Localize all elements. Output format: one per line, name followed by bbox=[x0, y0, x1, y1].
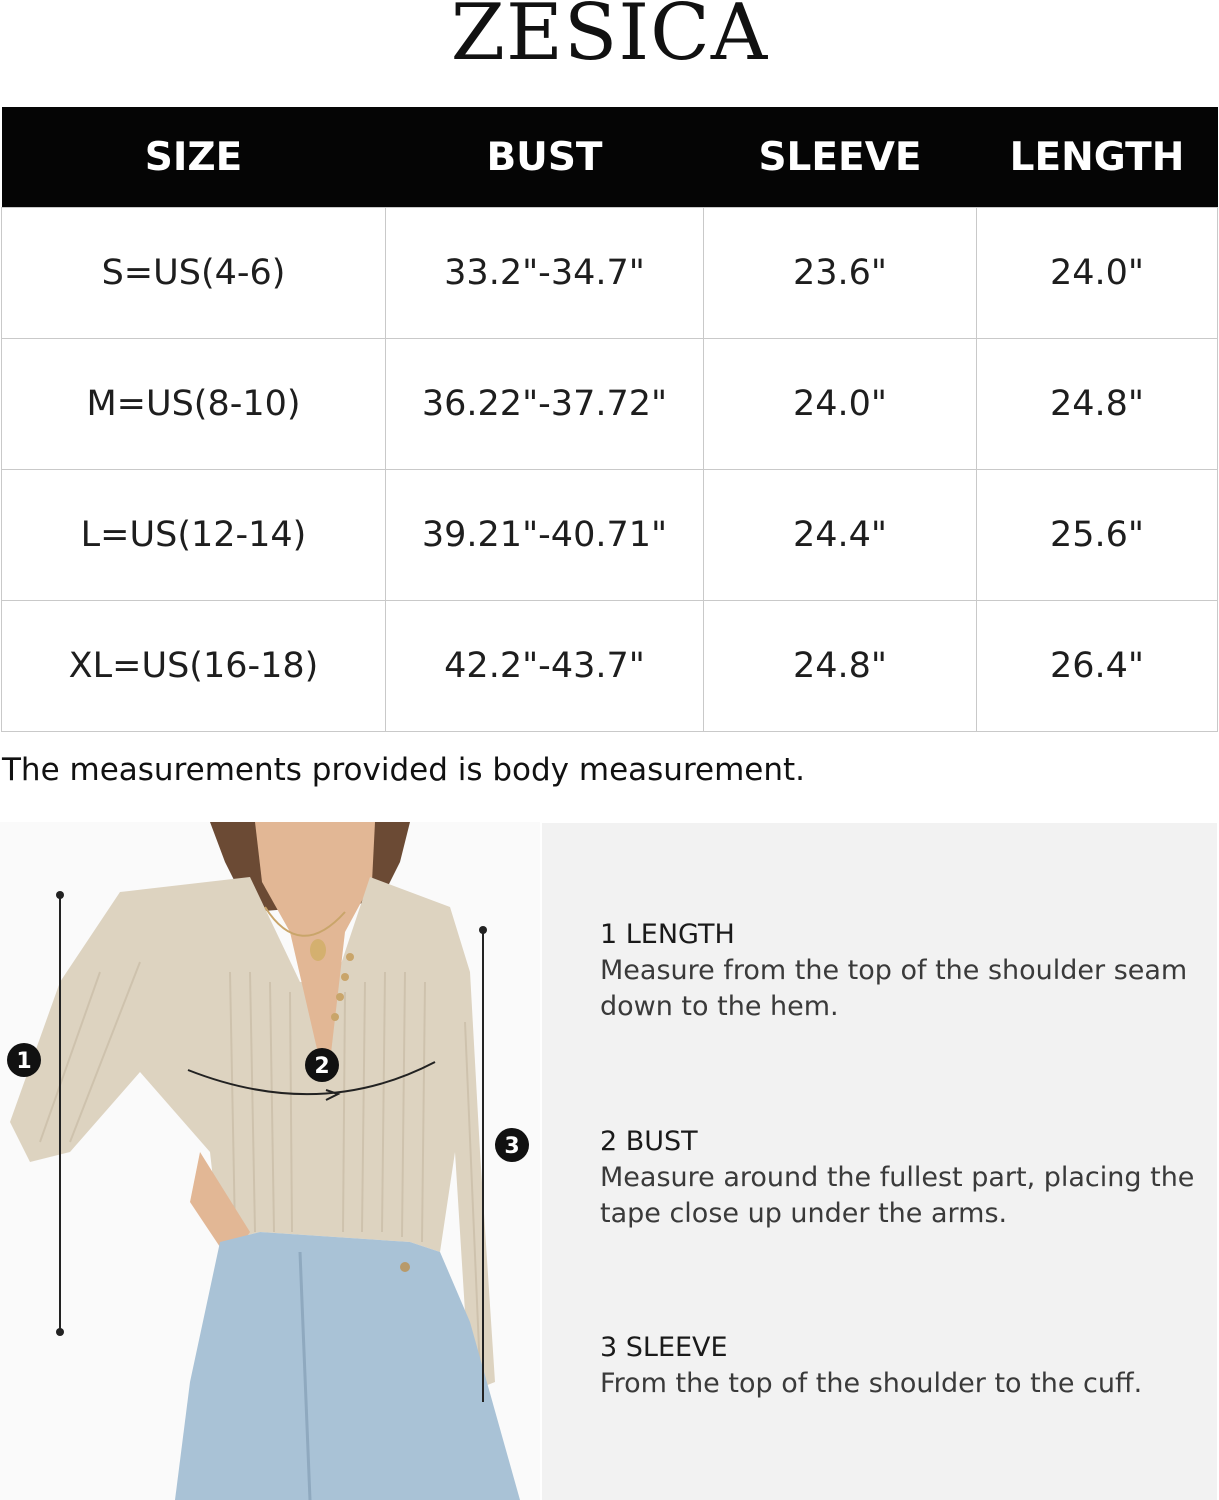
marker-1 bbox=[7, 1043, 41, 1077]
model-photo bbox=[0, 822, 540, 1500]
cell-bust: 36.22"-37.72" bbox=[386, 339, 704, 470]
measurement-note: The measurements provided is body measurement. bbox=[2, 752, 806, 788]
cell-size: S=US(4-6) bbox=[2, 208, 386, 339]
guide-bust bbox=[600, 1124, 1200, 1232]
cell-sleeve: 23.6" bbox=[704, 208, 977, 339]
cell-sleeve: 24.4" bbox=[704, 470, 977, 601]
table-row bbox=[2, 339, 1218, 470]
cell-bust: 42.2"-43.7" bbox=[386, 601, 704, 732]
guide-sleeve-desc: From the top of the shoulder to the cuff. bbox=[600, 1368, 1143, 1399]
cell-bust: 33.2"-34.7" bbox=[386, 208, 704, 339]
svg-text:3: 3 bbox=[504, 1134, 520, 1159]
guide-bust-desc: Measure around the fullest part, placing the tape close up under the arms. bbox=[600, 1162, 1195, 1229]
cell-sleeve: 24.0" bbox=[704, 339, 977, 470]
brand-logo: ZESICA bbox=[450, 0, 769, 78]
guide-length-desc: Measure from the top of the shoulder seam down to the hem. bbox=[600, 955, 1188, 1022]
guide-length-title: 1 LENGTH bbox=[600, 919, 735, 950]
table-header-row bbox=[2, 107, 1218, 208]
cell-bust: 39.21"-40.71" bbox=[386, 470, 704, 601]
cell-length: 24.0" bbox=[977, 208, 1218, 339]
cell-size: XL=US(16-18) bbox=[2, 601, 386, 732]
guide-sleeve-title: 3 SLEEVE bbox=[600, 1332, 728, 1363]
header-size: SIZE bbox=[2, 107, 386, 208]
table-row bbox=[2, 208, 1218, 339]
table-row bbox=[2, 601, 1218, 732]
svg-text:1: 1 bbox=[16, 1049, 32, 1074]
svg-text:2: 2 bbox=[314, 1054, 330, 1079]
marker-2 bbox=[305, 1048, 339, 1082]
guide-length bbox=[600, 917, 1200, 1025]
header-sleeve: SLEEVE bbox=[704, 107, 977, 208]
cell-length: 26.4" bbox=[977, 601, 1218, 732]
table-row bbox=[2, 470, 1218, 601]
guide-bust-title: 2 BUST bbox=[600, 1126, 698, 1157]
header-bust: BUST bbox=[386, 107, 704, 208]
header-length: LENGTH bbox=[977, 107, 1218, 208]
cell-size: L=US(12-14) bbox=[2, 470, 386, 601]
cell-sleeve: 24.8" bbox=[704, 601, 977, 732]
cell-size: M=US(8-10) bbox=[2, 339, 386, 470]
measurement-guide-panel bbox=[542, 823, 1217, 1500]
marker-3 bbox=[495, 1128, 529, 1162]
size-chart-table bbox=[1, 107, 1218, 732]
cell-length: 25.6" bbox=[977, 470, 1218, 601]
cell-length: 24.8" bbox=[977, 339, 1218, 470]
guide-sleeve bbox=[600, 1330, 1200, 1402]
